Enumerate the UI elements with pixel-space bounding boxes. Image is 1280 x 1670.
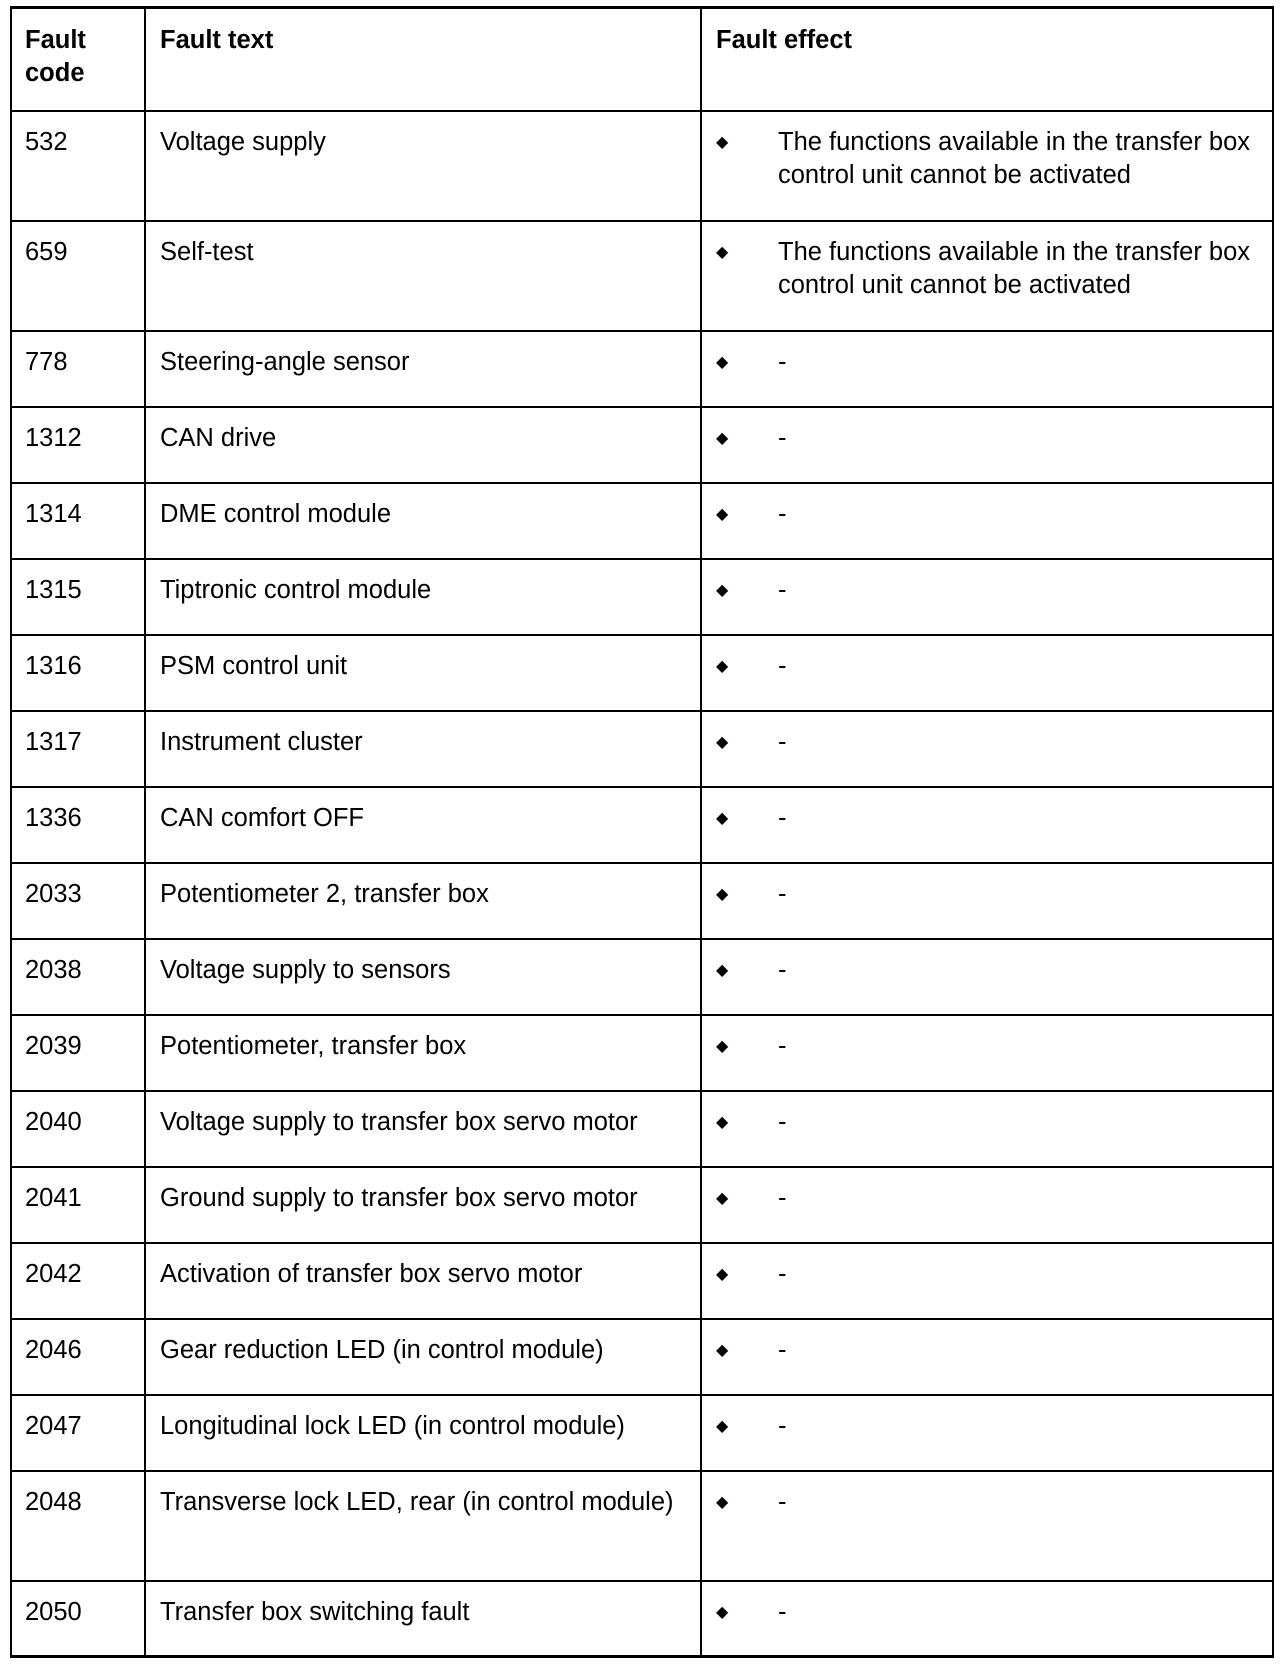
fault-effect-cell	[701, 407, 1273, 483]
diamond-bullet-icon: ◆	[716, 1493, 729, 1511]
table-row	[11, 221, 1273, 331]
fault-code-cell: 659	[11, 221, 145, 331]
fault-effect-cell	[701, 1471, 1273, 1581]
fault-effect-content	[716, 954, 1264, 987]
diamond-bullet-icon: ◆	[716, 1417, 729, 1435]
diamond-bullet-icon: ◆	[716, 1189, 729, 1207]
fault-code-sheet	[10, 6, 1272, 1658]
fault-text-cell: Longitudinal lock LED (in control module)	[145, 1395, 701, 1471]
fault-effect-content	[716, 1030, 1264, 1063]
fault-text-cell: Instrument cluster	[145, 711, 701, 787]
table-row	[11, 1091, 1273, 1167]
fault-text-cell: Voltage supply to sensors	[145, 939, 701, 1015]
fault-text-cell: Transfer box switching fault	[145, 1581, 701, 1657]
fault-effect-cell	[701, 1243, 1273, 1319]
table-row	[11, 787, 1273, 863]
diamond-bullet-icon: ◆	[716, 1265, 729, 1283]
header-fault-text	[145, 8, 701, 111]
fault-effect-text: -	[778, 879, 787, 908]
table-row	[11, 939, 1273, 1015]
diamond-bullet-icon: ◆	[716, 133, 729, 151]
diamond-bullet-icon: ◆	[716, 581, 729, 599]
diamond-bullet-icon: ◆	[716, 1037, 729, 1055]
fault-effect-text: -	[778, 1597, 787, 1626]
fault-text-cell: Voltage supply	[145, 111, 701, 221]
fault-effect-content	[716, 1410, 1264, 1443]
diamond-bullet-icon: ◆	[716, 1113, 729, 1131]
fault-effect-text: -	[778, 499, 787, 528]
table-row	[11, 1581, 1273, 1657]
diamond-bullet-icon: ◆	[716, 885, 729, 903]
fault-text-cell: CAN comfort OFF	[145, 787, 701, 863]
fault-code-cell: 2038	[11, 939, 145, 1015]
fault-effect-text: -	[778, 1107, 787, 1136]
fault-effect-text: -	[778, 1411, 787, 1440]
header-fault-effect-label: Fault effect	[716, 26, 853, 54]
fault-effect-content	[716, 802, 1264, 835]
table-row	[11, 559, 1273, 635]
fault-effect-content	[716, 1486, 1264, 1519]
table-row	[11, 1471, 1273, 1581]
table-row	[11, 635, 1273, 711]
fault-text-cell: Potentiometer 2, transfer box	[145, 863, 701, 939]
fault-code-cell: 2050	[11, 1581, 145, 1657]
header-row	[11, 8, 1273, 111]
fault-effect-content	[716, 498, 1264, 531]
fault-code-cell: 1315	[11, 559, 145, 635]
header-fault-effect	[701, 8, 1273, 111]
fault-code-cell: 2040	[11, 1091, 145, 1167]
fault-effect-text: -	[778, 1183, 787, 1212]
fault-text-cell: Potentiometer, transfer box	[145, 1015, 701, 1091]
diamond-bullet-icon: ◆	[716, 1603, 729, 1621]
diamond-bullet-icon: ◆	[716, 429, 729, 447]
fault-effect-text: The functions available in the transfer box control unit cannot be activated	[778, 237, 1251, 299]
table-row	[11, 331, 1273, 407]
fault-code-cell: 2047	[11, 1395, 145, 1471]
diamond-bullet-icon: ◆	[716, 961, 729, 979]
fault-effect-text: -	[778, 347, 787, 376]
fault-code-cell: 1336	[11, 787, 145, 863]
fault-code-cell: 778	[11, 331, 145, 407]
fault-effect-cell	[701, 787, 1273, 863]
fault-code-cell: 2039	[11, 1015, 145, 1091]
header-fault-code-label: Fault code	[25, 26, 86, 87]
fault-text-cell: Transverse lock LED, rear (in control module)	[145, 1471, 701, 1581]
fault-code-cell: 2041	[11, 1167, 145, 1243]
fault-effect-cell	[701, 1395, 1273, 1471]
header-fault-code	[11, 8, 145, 111]
fault-code-cell: 2042	[11, 1243, 145, 1319]
table-row	[11, 483, 1273, 559]
fault-effect-text: The functions available in the transfer box control unit cannot be activated	[778, 127, 1251, 189]
table-row	[11, 863, 1273, 939]
fault-effect-content	[716, 236, 1264, 302]
fault-effect-content	[716, 878, 1264, 911]
fault-effect-content	[716, 1182, 1264, 1215]
fault-effect-content	[716, 726, 1264, 759]
table-row	[11, 1319, 1273, 1395]
fault-effect-text: -	[778, 727, 787, 756]
fault-code-cell: 1317	[11, 711, 145, 787]
fault-effect-content	[716, 1106, 1264, 1139]
diamond-bullet-icon: ◆	[716, 353, 729, 371]
fault-code-cell: 1312	[11, 407, 145, 483]
diamond-bullet-icon: ◆	[716, 1341, 729, 1359]
table-header	[11, 8, 1273, 111]
fault-effect-cell	[701, 635, 1273, 711]
fault-effect-text: -	[778, 423, 787, 452]
fault-effect-cell	[701, 939, 1273, 1015]
fault-effect-text: -	[778, 955, 787, 984]
fault-code-cell: 2048	[11, 1471, 145, 1581]
fault-text-cell: CAN drive	[145, 407, 701, 483]
table-row	[11, 1243, 1273, 1319]
fault-code-cell: 532	[11, 111, 145, 221]
fault-effect-cell	[701, 1167, 1273, 1243]
fault-text-cell: Gear reduction LED (in control module)	[145, 1319, 701, 1395]
table-body	[11, 111, 1273, 1657]
fault-effect-text: -	[778, 803, 787, 832]
fault-effect-content	[716, 126, 1264, 192]
fault-effect-content	[716, 1258, 1264, 1291]
diamond-bullet-icon: ◆	[716, 657, 729, 675]
fault-effect-cell	[701, 1015, 1273, 1091]
fault-effect-text: -	[778, 1487, 787, 1516]
header-fault-text-label: Fault text	[160, 26, 274, 54]
fault-effect-cell	[701, 863, 1273, 939]
fault-effect-content	[716, 1596, 1264, 1629]
fault-effect-cell	[701, 1319, 1273, 1395]
fault-effect-content	[716, 1334, 1264, 1367]
fault-effect-text: -	[778, 651, 787, 680]
fault-text-cell: Self-test	[145, 221, 701, 331]
fault-text-cell: Tiptronic control module	[145, 559, 701, 635]
fault-effect-cell	[701, 711, 1273, 787]
fault-effect-text: -	[778, 1335, 787, 1364]
diamond-bullet-icon: ◆	[716, 505, 729, 523]
fault-text-cell: DME control module	[145, 483, 701, 559]
fault-effect-cell	[701, 559, 1273, 635]
fault-effect-content	[716, 574, 1264, 607]
table-row	[11, 711, 1273, 787]
table-row	[11, 1015, 1273, 1091]
fault-effect-text: -	[778, 575, 787, 604]
table-row	[11, 111, 1273, 221]
fault-effect-content	[716, 346, 1264, 379]
table-row	[11, 1395, 1273, 1471]
table-row	[11, 1167, 1273, 1243]
fault-effect-cell	[701, 111, 1273, 221]
fault-code-cell: 1314	[11, 483, 145, 559]
diamond-bullet-icon: ◆	[716, 809, 729, 827]
fault-text-cell: Voltage supply to transfer box servo motor	[145, 1091, 701, 1167]
fault-effect-cell	[701, 1581, 1273, 1657]
fault-effect-content	[716, 650, 1264, 683]
fault-text-cell: PSM control unit	[145, 635, 701, 711]
fault-text-cell: Activation of transfer box servo motor	[145, 1243, 701, 1319]
diamond-bullet-icon: ◆	[716, 243, 729, 261]
fault-code-cell: 2046	[11, 1319, 145, 1395]
fault-effect-cell	[701, 483, 1273, 559]
fault-effect-cell	[701, 221, 1273, 331]
fault-effect-text: -	[778, 1259, 787, 1288]
fault-effect-cell	[701, 1091, 1273, 1167]
fault-effect-cell	[701, 331, 1273, 407]
fault-text-cell: Ground supply to transfer box servo motor	[145, 1167, 701, 1243]
fault-code-table	[10, 6, 1274, 1658]
diamond-bullet-icon: ◆	[716, 733, 729, 751]
table-row	[11, 407, 1273, 483]
fault-code-cell: 1316	[11, 635, 145, 711]
fault-text-cell: Steering-angle sensor	[145, 331, 701, 407]
fault-effect-text: -	[778, 1031, 787, 1060]
fault-code-cell: 2033	[11, 863, 145, 939]
fault-effect-content	[716, 422, 1264, 455]
